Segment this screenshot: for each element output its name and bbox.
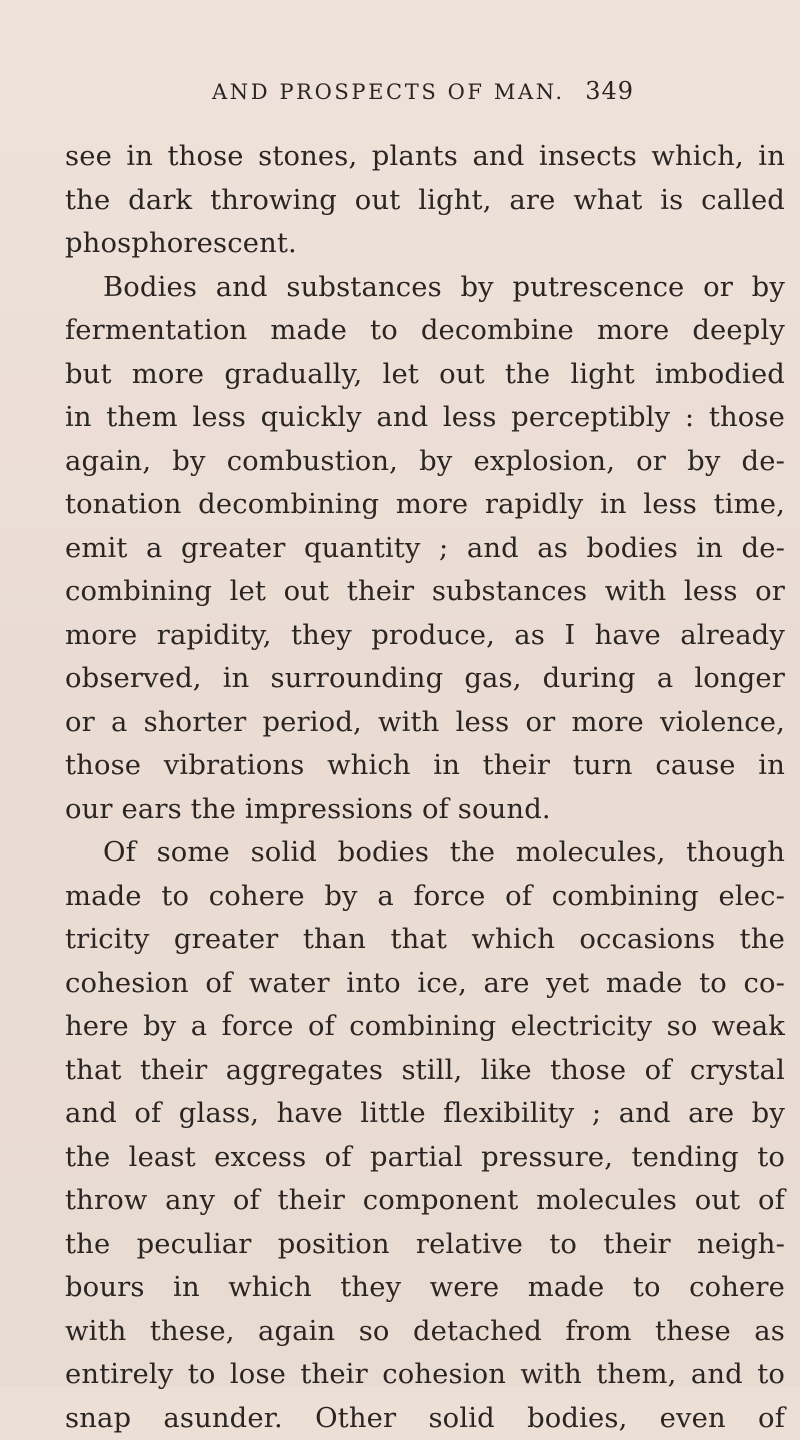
text-line: here by a force of combining electricity so weak [65,1005,785,1049]
text-line: the peculiar position relative to their neigh- [65,1223,785,1267]
text-line: the dark throwing out light, are what is called [65,179,785,223]
text-line: but more gradually, let out the light imbodied [65,353,785,397]
text-line: tonation decombining more rapidly in less time, [65,483,785,527]
text-line: that their aggregates still, like those of crystal [65,1049,785,1093]
text-line: cohesion of water into ice, are yet made to co- [65,962,785,1006]
text-line: again, by combustion, by explosion, or by de- [65,440,785,484]
text-line: phosphorescent. [65,222,785,266]
text-line: throw any of their component molecules out of [65,1179,785,1223]
paragraph-start-line: Of some solid bodies the molecules, though [65,831,785,875]
text-line: those vibrations which in their turn cause in [65,744,785,788]
text-line: tricity greater than that which occasions the [65,918,785,962]
running-head: AND PROSPECTS OF MAN. [212,80,565,104]
text-line: observed, in surrounding gas, during a longer [65,657,785,701]
text-line: fermentation made to decombine more deeply [65,309,785,353]
text-line: more rapidity, they produce, as I have already [65,614,785,658]
paragraph-start-line: Bodies and substances by putrescence or by [65,266,785,310]
text-line: our ears the impressions of sound. [65,788,785,832]
text-line: and of glass, have little flexibility ; and are by [65,1092,785,1136]
text-line: snap asunder. Other solid bodies, even of [65,1397,785,1440]
body-text [65,135,785,1440]
text-line: in them less quickly and less perceptibly : those [65,396,785,440]
text-line: combining let out their substances with less or [65,570,785,614]
text-line: with these, again so detached from these as [65,1310,785,1354]
page-header [0,80,800,110]
text-line: emit a greater quantity ; and as bodies in de- [65,527,785,571]
text-line: bours in which they were made to cohere [65,1266,785,1310]
text-line: made to cohere by a force of combining elec- [65,875,785,919]
text-line: entirely to lose their cohesion with them, and to [65,1353,785,1397]
text-line: or a shorter period, with less or more violence, [65,701,785,745]
page-number: 349 [585,77,634,105]
text-line: see in those stones, plants and insects which, in [65,135,785,179]
text-line: the least excess of partial pressure, tending to [65,1136,785,1180]
